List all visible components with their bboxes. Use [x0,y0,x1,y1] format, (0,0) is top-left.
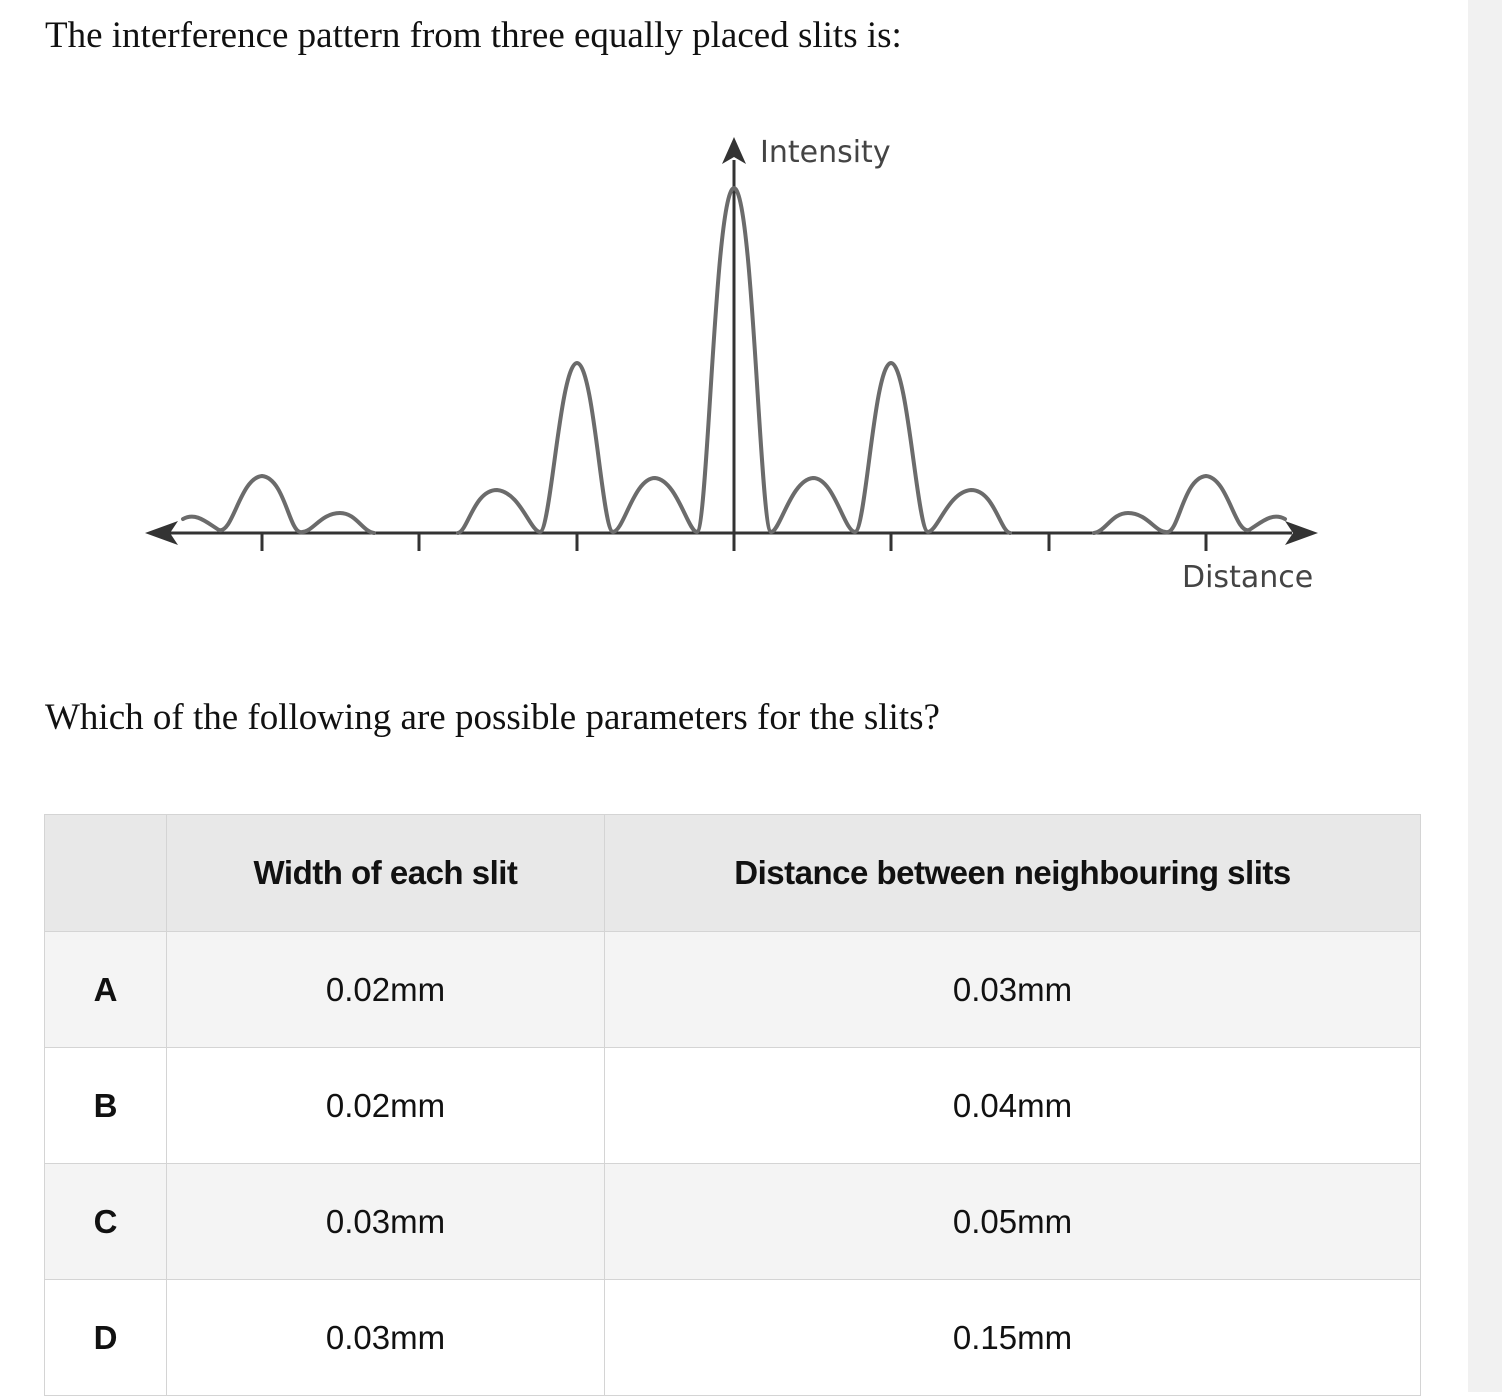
question-prompt: Which of the following are possible parameters for the slits? [45,697,940,738]
curve-segment-right [1094,476,1285,533]
option-letter: A [45,932,167,1048]
intensity-axis-label: Intensity [760,135,891,170]
slit-width: 0.03mm [167,1280,605,1396]
slit-width: 0.02mm [167,932,605,1048]
curve-segment-left [183,476,374,533]
header-option [45,815,167,932]
option-letter: C [45,1164,167,1280]
option-row-a [45,932,1421,1048]
table-header-row [45,815,1421,932]
slit-distance: 0.05mm [605,1164,1421,1280]
option-row-c [45,1164,1421,1280]
header-width: Width of each slit [167,815,605,932]
option-row-d [45,1280,1421,1396]
scrollbar-track[interactable] [1468,0,1502,1392]
slit-distance: 0.04mm [605,1048,1421,1164]
interference-pattern-graph [0,100,1360,610]
options-table [44,814,1421,1396]
slit-width: 0.03mm [167,1164,605,1280]
header-distance: Distance between neighbouring slits [605,815,1421,932]
x-axis-ticks [262,533,1206,551]
y-axis-arrow [722,137,746,164]
distance-axis-label: Distance [1182,560,1314,595]
slit-distance: 0.15mm [605,1280,1421,1396]
slit-width: 0.02mm [167,1048,605,1164]
curve-segment-center-right [771,363,1010,533]
option-row-b [45,1048,1421,1164]
slit-distance: 0.03mm [605,932,1421,1048]
option-letter: B [45,1048,167,1164]
option-letter: D [45,1280,167,1396]
curve-segment-center-left [458,188,771,533]
question-intro: The interference pattern from three equally placed slits is: [45,15,902,56]
